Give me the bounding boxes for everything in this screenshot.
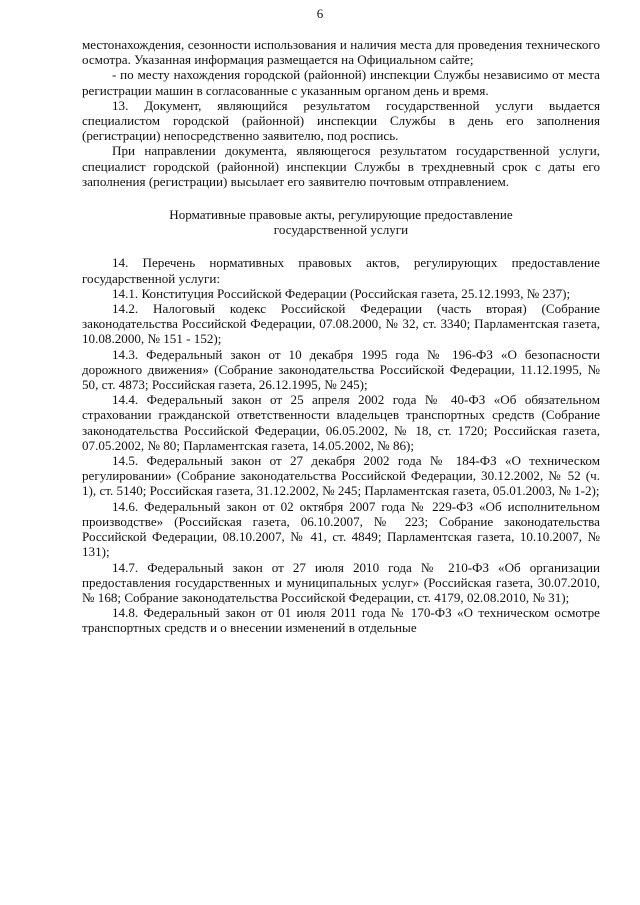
section-heading-line: Нормативные правовые акты, регулирующие предоставление xyxy=(169,207,513,223)
intro-paragraph: - по месту нахождения городской (районной) инспекции Службы независимо от места регистрации машин в согласованные с указанным органом день и время. xyxy=(82,67,600,98)
list-paragraph: 14.4. Федеральный закон от 25 апреля 2002 года № 40-ФЗ «Об обязательном страховании гражданской ответственности владельцев транспортных средств (Собрание законодательства Российской Федерации, 06.05.2002, № 18, ст. 1720; Российская газета, 07.05.2002, № 80; Парламентская газета, 14.05.2002, № 86); xyxy=(82,392,600,453)
list-paragraph: 14.6. Федеральный закон от 02 октября 2007 года № 229-ФЗ «Об исполнительном производстве» (Российская газета, 06.10.2007, № 223; Собрание законодательства Российской Федерации, 08.10.2007, № 41, ст. 4849; Парламентская газета, 10.10.2007, № 131); xyxy=(82,498,600,560)
list-paragraph: 14.7. Федеральный закон от 27 июля 2010 года № 210-ФЗ «Об организации предоставления государственных и муниципальных услуг» (Российская газета, 30.07.2010, № 168; Собрание законодательства Российской Федерации, ст. 4179, 02.08.2010, № 31); xyxy=(82,559,600,605)
page-number: 6 xyxy=(316,6,324,21)
list-paragraph: 14.3. Федеральный закон от 10 декабря 1995 года № 196-ФЗ «О безопасности дорожного движения» (Собрание законодательства Российской Федерации, 11.12.1995, № 50, ст. 4873; Российская газета, 26.12.1995, № 245); xyxy=(82,346,600,393)
list-paragraph: 14.8. Федеральный закон от 01 июля 2011 года № 170-ФЗ «О техническом осмотре транспортных средств и о внесении изменений в отдельные xyxy=(82,605,600,636)
list-paragraph: 14. Перечень нормативных правовых актов, регулирующих предоставление государственной услуги: xyxy=(82,255,600,286)
list-paragraph: 14.1. Конституция Российской Федерации (Российская газета, 25.12.1993, № 237); xyxy=(112,285,571,301)
document-body xyxy=(82,37,600,636)
intro-paragraph: 13. Документ, являющийся результатом государственной услуги выдается специалистом городской (районной) инспекции Службы в день его заполнения (регистрации) непосредственно заявителю, под роспись. xyxy=(82,97,600,144)
intro-paragraph: местонахождения, сезонности использования и наличия места для проведения технического осмотра. Указанная информация размещается на Официальном сайте; xyxy=(82,37,600,68)
list-paragraph: 14.2. Налоговый кодекс Российской Федерации (часть вторая) (Собрание законодательства Российской Федерации, 07.08.2000, № 32, ст. 3340; Парламентская газета, 10.08.2000, № 151 - 152); xyxy=(82,301,600,347)
list-paragraph: 14.5. Федеральный закон от 27 декабря 2002 года № 184-ФЗ «О техническом регулировании» (Собрание законодательства Российской Федерации, 30.12.2002, № 52 (ч. 1), ст. 5140; Российская газета, 31.12.2002, № 245; Парламентская газета, 05.01.2003, № 1-2); xyxy=(82,453,600,499)
intro-paragraph: При направлении документа, являющегося результатом государственной услуги, специалист городской (районной) инспекции Службы в трехдневный срок с даты его заполнения (регистрации) высылает его заявителю почтовым отправлением. xyxy=(82,143,600,189)
section-heading xyxy=(82,207,600,237)
section-heading-line: государственной услуги xyxy=(273,222,409,238)
